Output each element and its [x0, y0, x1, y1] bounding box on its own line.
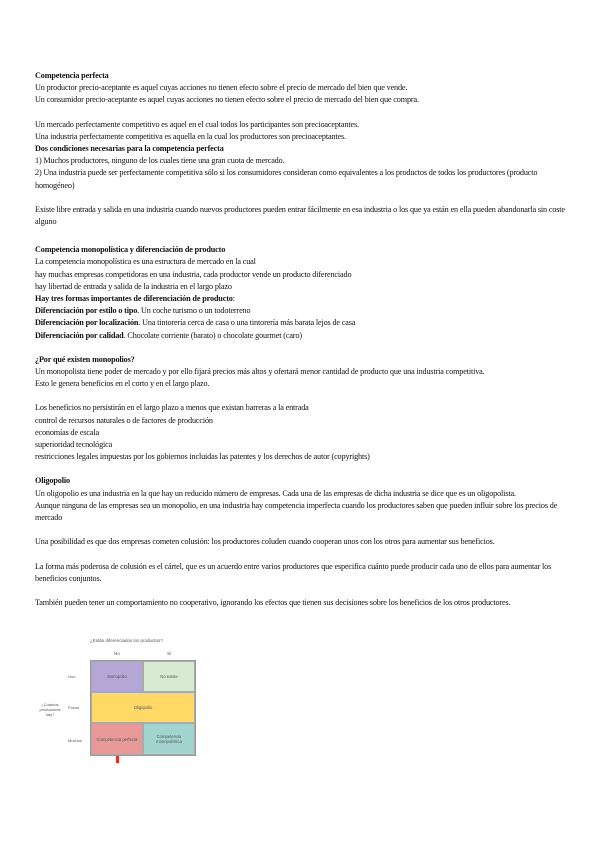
list-item: 2) Una industria puede ser perfectamente competitiva sólo si los consumidores consideran como equivalentes a los productos de todos los productores (producto homogéneo) [35, 168, 538, 190]
form-text: . Una tintorería cerca de casa o una tintorería más barata lejos de casa [138, 318, 356, 328]
paragraph: hay libertad de entrada y salida de la industria en el largo plazo [35, 281, 232, 291]
form-text: . Chocolate corriente (barato) o chocolate gourmet (caro) [123, 330, 302, 340]
diagram-row-uno: Uno [68, 674, 76, 679]
diagram-col-si: Sí [167, 651, 172, 656]
paragraph: Una industria perfectamente competitiva es aquella en la cual los productores son precioaceptantes. [35, 131, 346, 141]
cell-monopolistic-competition: Competencia monopolística [143, 723, 195, 755]
diagram-row-pocos: Pocos [68, 705, 80, 710]
list-item: control de recursos naturales o de factores de producción [35, 415, 213, 425]
paragraph: Un monopolista tiene poder de mercado y por ello fijará precios más altos y ofertará menor cantidad de producto que una industria competitiva. [35, 367, 485, 377]
list-item: restricciones legales impuestas por los gobiernos incluidas las patentes y los derechos de autor (copyrights) [35, 452, 370, 462]
cell-perfect-competition: Competencia perfecta [91, 723, 143, 755]
paragraph [35, 293, 573, 305]
list-item [35, 317, 573, 329]
form-label: Diferenciación por localización [35, 318, 139, 328]
heading-oligopoly: Oligopolio [35, 476, 70, 486]
diagram-grid [90, 660, 196, 756]
diagram-row-muchos: Muchos [68, 738, 83, 743]
red-marker [116, 756, 119, 763]
heading-conditions: Dos condiciones necesarias para la competencia perfecta [35, 144, 224, 154]
paragraph: Esto le genera beneficios en el corto y en el largo plazo. [35, 379, 210, 389]
paragraph: Un mercado perfectamente competitivo es aquel en el cual todos los participantes son precioaceptantes. [35, 119, 359, 129]
list-item: 1) Muchos productores, ninguno de los cuales tiene una gran cuota de mercado. [35, 156, 285, 166]
paragraph: Una posibilidad es que dos empresas cometen colusión: los productores coluden cuando cooperan unos con los otros para aumentar sus beneficios. [35, 537, 495, 547]
paragraph: Un consumidor precio-aceptante es aquel cuyas acciones no tienen efecto sobre el precio de mercado del bien que compra. [35, 95, 419, 105]
diagram-col-no: No [114, 651, 120, 656]
paragraph: Un oligopolio es una industria en la que hay un reducido número de empresas. Cada una de las empresas de dicha industria se dice que es un oligopolista. [35, 488, 516, 498]
paragraph: Aunque ninguna de las empresas sea un monopolio, en una industria hay competencia imperfecta cuando los productores saben que pueden influir sobre los precios de mercado [35, 500, 558, 523]
cell-monopoly: Monopolio [91, 661, 143, 692]
paragraph: La forma más poderosa de colusión es el cártel, que es un acuerdo entre varios productores que especifica cuánto puede producir cada uno de ellos para aumentar los beneficios conjuntos. [35, 561, 552, 583]
paragraph: La competencia monopolística es una estructura de mercado en la cual [35, 257, 256, 267]
diagram-y-axis-label: ¿Cuántos productores hay? [39, 702, 61, 717]
cell-oligopoly: Oligopolio [91, 692, 195, 723]
paragraph: Un productor precio-aceptante es aquel cuyas acciones no tienen efecto sobre el precio de mercado del bien que vende. [35, 83, 408, 93]
paragraph: También pueden tener un comportamiento no cooperativo, ignorando los efectos que tienen sus decisiones sobre los beneficios de los otros productores. [35, 597, 511, 607]
heading-perfect-competition: Competencia perfecta [35, 71, 109, 80]
paragraph: Los beneficios no persistirán en el largo plazo a menos que existan barreras a la entrada [35, 403, 309, 413]
list-item [35, 305, 573, 317]
heading-monopolistic-competition: Competencia monopolística y diferenciación de producto [35, 245, 226, 255]
market-structure-diagram [36, 638, 206, 766]
document-body [35, 70, 573, 609]
form-label: Diferenciación por calidad [35, 330, 124, 340]
form-label: Diferenciación por estilo o tipo [35, 306, 138, 316]
cell-no-exists: No existe [143, 661, 195, 692]
form-text: . Un coche turismo o un todoterreno [137, 306, 251, 316]
diagram-title: ¿Están diferenciados los productos? [90, 638, 163, 643]
list-item: economías de escala [35, 427, 99, 437]
forms-title: Hay tres formas importantes de diferenciación de producto [35, 294, 233, 304]
list-item: superioridad tecnológica [35, 440, 113, 450]
list-item [35, 330, 573, 342]
heading-monopoly: ¿Por qué existen monopolios? [35, 354, 135, 364]
paragraph: hay muchas empresas competidoras en una industria, cada productor vende un producto diferenciado [35, 269, 352, 279]
paragraph: Existe libre entrada y salida en una industria cuando nuevos productores pueden entrar fácilmente en esa industria o los que ya están en ella pueden abandonarla sin coste alguno [35, 204, 565, 227]
forms-colon: : [232, 294, 235, 304]
